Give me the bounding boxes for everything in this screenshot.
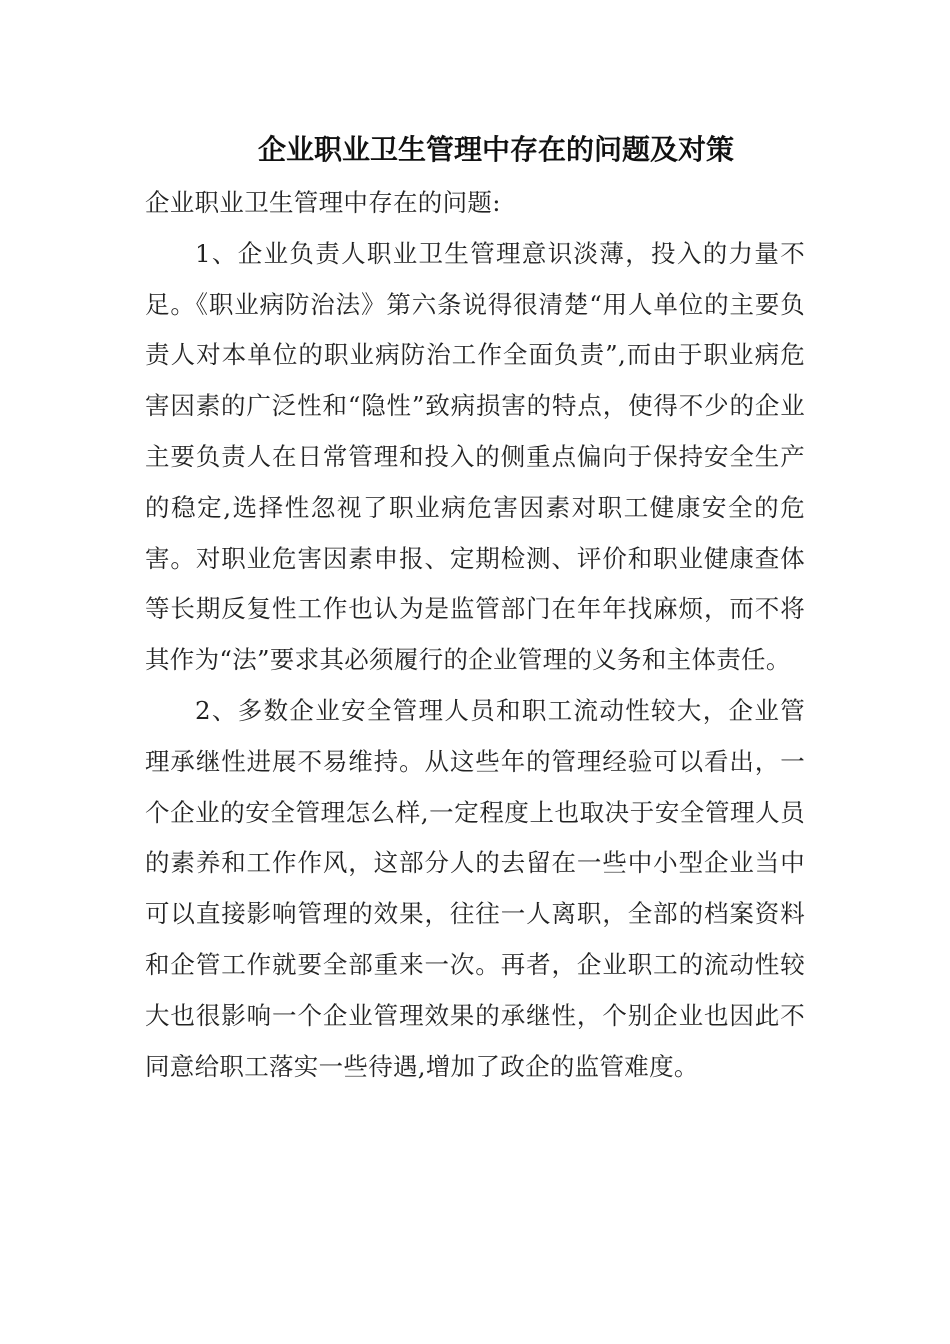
section-heading: 企业职业卫生管理中存在的问题: xyxy=(145,188,501,217)
document-title: 企业职业卫生管理中存在的问题及对策 xyxy=(258,133,735,166)
paragraph-2: 2、多数企业安全管理人员和职工流动性较大，企业管理承继性进展不易维持。从这些年的管理经验可以看出，一个企业的安全管理怎么样,一定程度上也取决于安全管理人员的素养和工作作风，这部分人的去留在一些中小型企业当中可以直接影响管理的效果，往往一人离职，全部的档案资料和企管工作就要全部重来一次。再者，企业职工的流动性较大也很影响一个企业管理效果的承继性，个别企业也因此不同意给职工落实一些待遇,增加了政企的监管难度。 xyxy=(145,695,805,1081)
document-body xyxy=(145,178,805,1092)
paragraph-1: 1、企业负责人职业卫生管理意识淡薄，投入的力量不足。《职业病防治法》第六条说得很清楚“用人单位的主要负责人对本单位的职业病防治工作全面负责”,而由于职业病危害因素的广泛性和“隐性”致病损害的特点，使得不少的企业主要负责人在日常管理和投入的侧重点偏向于保持安全生产的稳定,选择性忽视了职业病危害因素对职工健康安全的危害。对职业危害因素申报、定期检测、评价和职业健康查体等长期反复性工作也认为是监管部门在年年找麻烦，而不将其作为“法”要求其必须履行的企业管理的义务和主体责任。 xyxy=(145,238,805,675)
